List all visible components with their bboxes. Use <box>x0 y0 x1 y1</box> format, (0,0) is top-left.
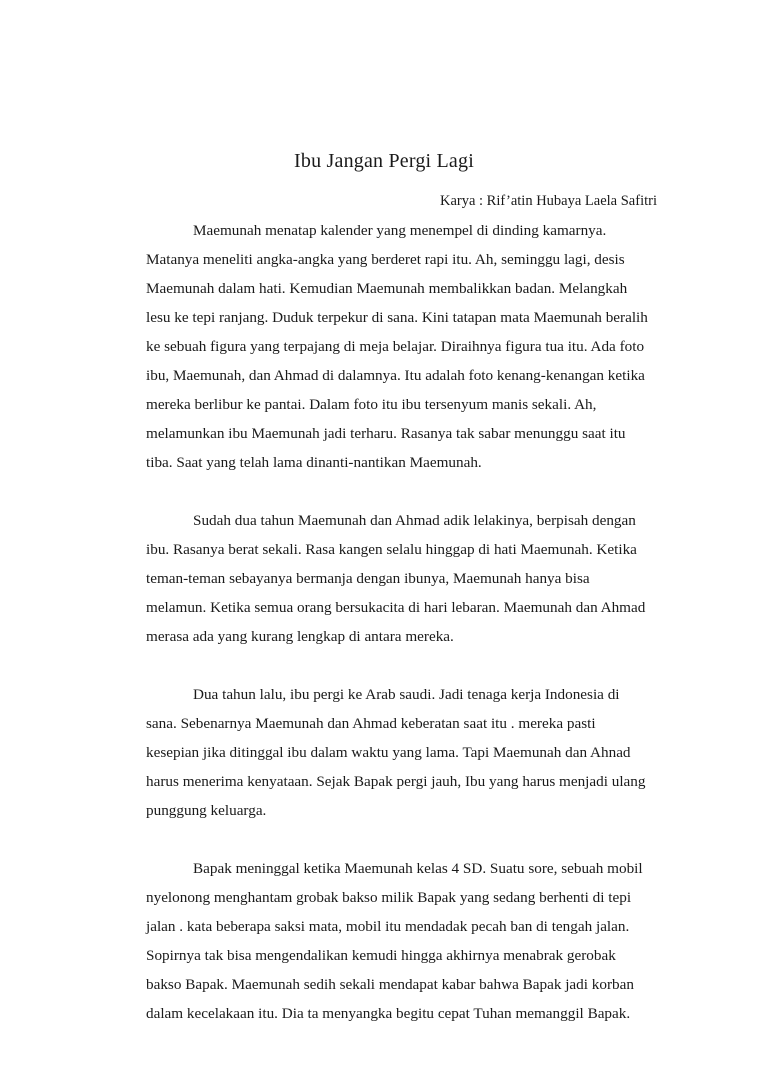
paragraph-1-line-6: ibu, Maemunah, dan Ahmad di dalamnya. Itu adalah foto kenang-kenangan ketika <box>146 367 645 384</box>
paragraph-2-line-2: ibu. Rasanya berat sekali. Rasa kangen selalu hinggap di hati Maemunah. Ketika <box>146 541 637 558</box>
paragraph-4-line-1: Bapak meninggal ketika Maemunah kelas 4 SD. Suatu sore, sebuah mobil <box>193 860 643 877</box>
paragraph-4-line-6: dalam kecelakaan itu. Dia ta menyangka begitu cepat Tuhan memanggil Bapak. <box>146 1005 631 1022</box>
paragraph-2-line-1: Sudah dua tahun Maemunah dan Ahmad adik lelakinya, berpisah dengan <box>193 512 636 529</box>
paragraph-2-line-5: merasa ada yang kurang lengkap di antara mereka. <box>146 628 454 645</box>
paragraph-3-line-3: kesepian jika ditinggal ibu dalam waktu yang lama. Tapi Maemunah dan Ahnad <box>146 744 631 761</box>
paragraph-4-line-3: jalan . kata beberapa saksi mata, mobil itu mendadak pecah ban di tengah jalan. <box>146 918 630 935</box>
paragraph-4-line-4: Sopirnya tak bisa mengendalikan kemudi hingga akhirnya menabrak gerobak <box>146 947 616 964</box>
paragraph-3-line-1: Dua tahun lalu, ibu pergi ke Arab saudi. Jadi tenaga kerja Indonesia di <box>193 686 620 703</box>
paragraph-2-line-4: melamun. Ketika semua orang bersukacita di hari lebaran. Maemunah dan Ahmad <box>146 599 646 616</box>
paragraph-3-line-5: punggung keluarga. <box>146 802 267 819</box>
paragraph-4-line-2: nyelonong menghantam grobak bakso milik Bapak yang sedang berhenti di tepi <box>146 889 632 906</box>
paragraph-4-line-5: bakso Bapak. Maemunah sedih sekali mendapat kabar bahwa Bapak jadi korban <box>146 976 634 993</box>
paragraph-3-line-2: sana. Sebenarnya Maemunah dan Ahmad keberatan saat itu . mereka pasti <box>146 715 596 732</box>
paragraph-1-line-5: ke sebuah figura yang terpajang di meja belajar. Diraihnya figura tua itu. Ada foto <box>146 338 645 355</box>
paragraph-3-line-4: harus menerima kenyataan. Sejak Bapak pergi jauh, Ibu yang harus menjadi ulang <box>146 773 646 790</box>
paragraph-2-line-3: teman-teman sebayanya bermanja dengan ibunya, Maemunah hanya bisa <box>146 570 590 587</box>
author-line: Karya : Rif’atin Hubaya Laela Safitri <box>439 193 657 209</box>
paragraph-1-line-7: mereka berlibur ke pantai. Dalam foto itu ibu tersenyum manis sekali. Ah, <box>146 396 597 413</box>
paragraph-1-line-3: Maemunah dalam hati. Kemudian Maemunah membalikkan badan. Melangkah <box>146 280 628 297</box>
paragraph-1-line-4: lesu ke tepi ranjang. Duduk terpekur di sana. Kini tatapan mata Maemunah beralih <box>146 309 648 326</box>
paragraph-1-line-9: tiba. Saat yang telah lama dinanti-nantikan Maemunah. <box>146 454 482 471</box>
paragraph-1-line-1: Maemunah menatap kalender yang menempel di dinding kamarnya. <box>193 222 607 239</box>
paragraph-1-line-8: melamunkan ibu Maemunah jadi terharu. Rasanya tak sabar menunggu saat itu <box>146 425 626 442</box>
paragraph-1-line-2: Matanya meneliti angka-angka yang berderet rapi itu. Ah, seminggu lagi, desis <box>146 251 625 268</box>
story-title: Ibu Jangan Pergi Lagi <box>294 150 474 172</box>
